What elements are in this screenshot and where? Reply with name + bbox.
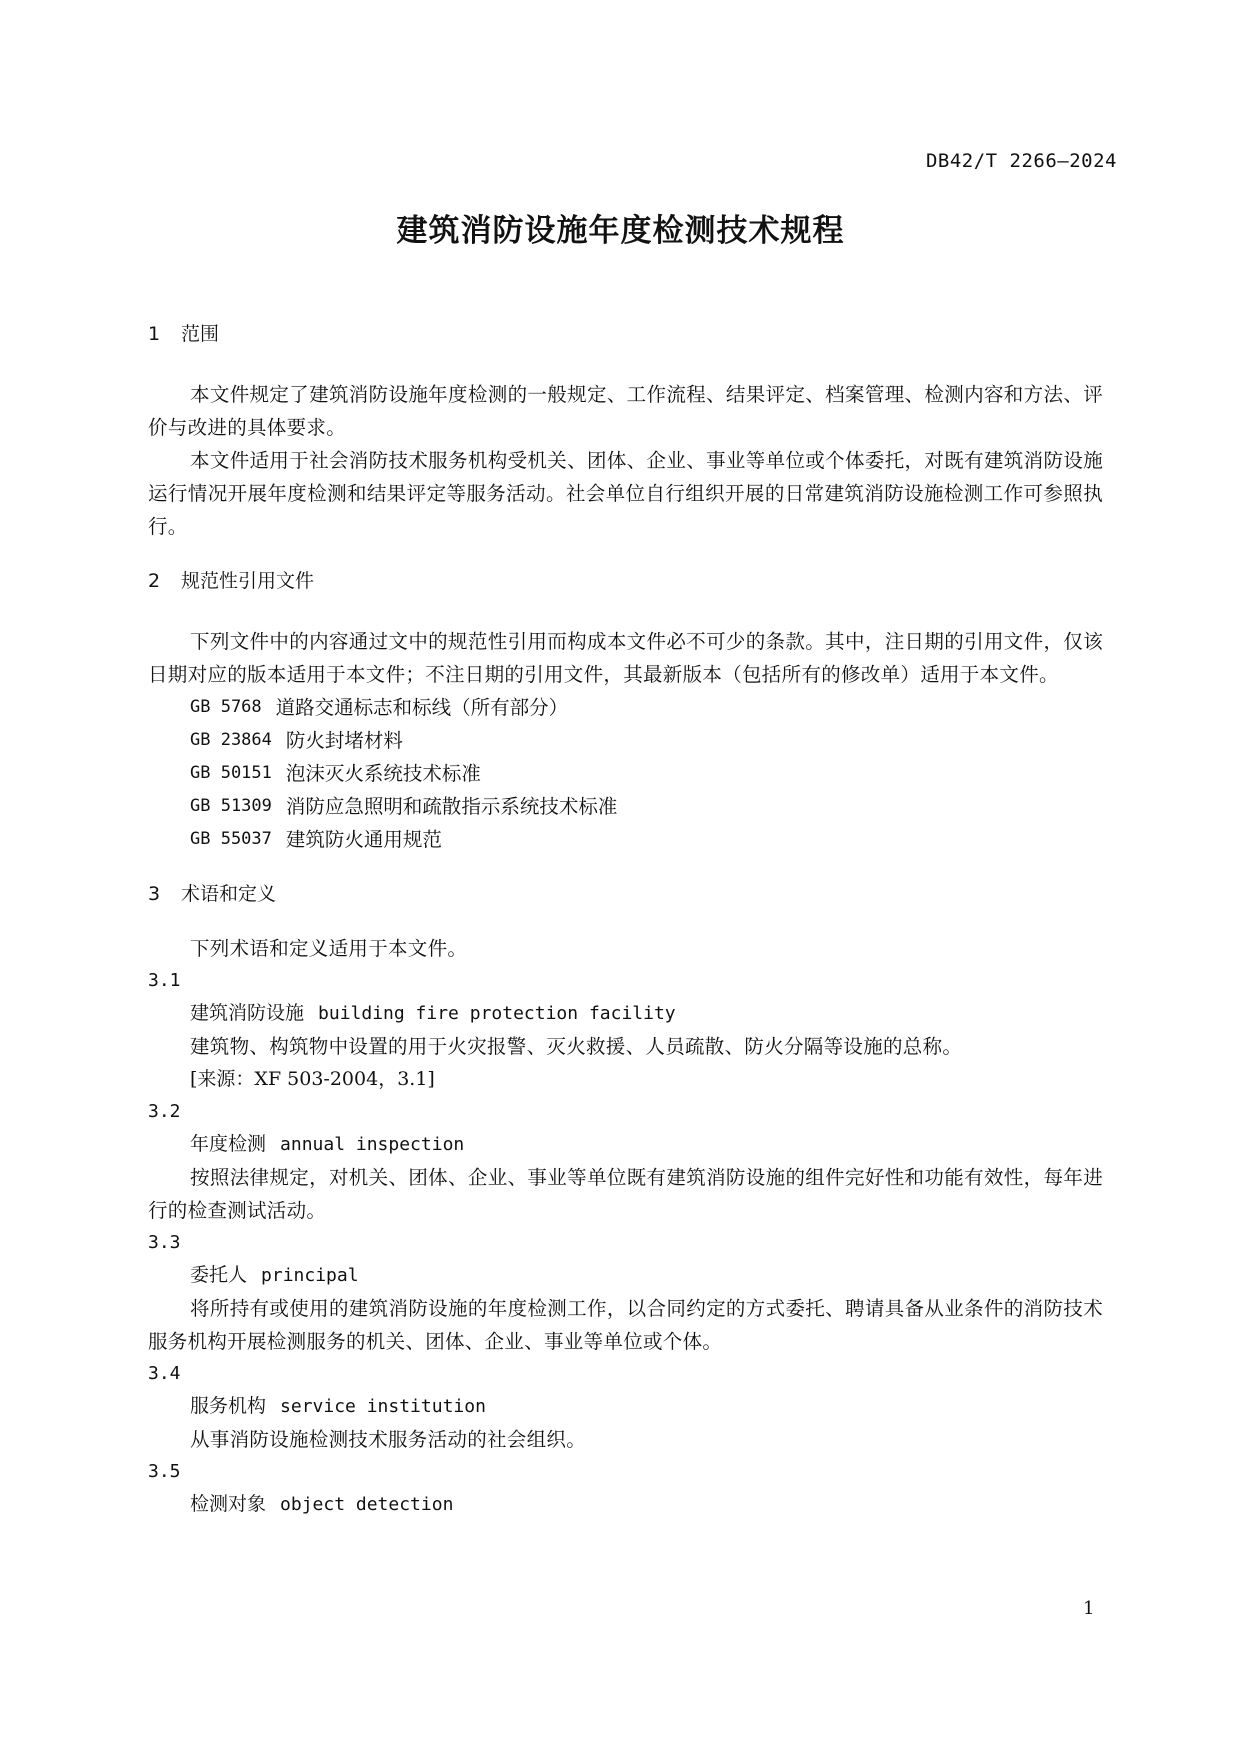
reference-title: 消防应急照明和疏散指示系统技术标准 bbox=[285, 795, 618, 818]
document-title: 建筑消防设施年度检测技术规程 bbox=[396, 213, 845, 249]
term-definition: 建筑物、构筑物中设置的用于火灾报警、灭火救援、人员疏散、防火分隔等设施的总称。 bbox=[190, 1035, 963, 1058]
term-chinese: 年度检测 bbox=[190, 1133, 267, 1155]
reference-title: 泡沫灭火系统技术标准 bbox=[285, 762, 481, 785]
term-definition: 将所持有或使用的建筑消防设施的年度检测工作，以合同约定的方式委托、聘请具备从业条件的消防技术服务机构开展检测服务的机关、团体、企业、事业等单位或个体。 bbox=[148, 1297, 1103, 1353]
term-entry bbox=[148, 1128, 1103, 1161]
reference-code: GB 51309 bbox=[190, 796, 272, 816]
standard-code: DB42/T 2266—2024 bbox=[925, 150, 1117, 172]
term-definition: 从事消防设施检测技术服务活动的社会组织。 bbox=[190, 1428, 587, 1451]
reference-title: 防火封堵材料 bbox=[285, 729, 403, 752]
section-title: 范围 bbox=[181, 323, 220, 345]
term-english: service institution bbox=[280, 1396, 486, 1417]
paragraph: 下列文件中的内容通过文中的规范性引用而构成本文件必不可少的条款。其中，注日期的引用文件，仅该日期对应的版本适用于本文件；不注日期的引用文件，其最新版本（包括所有的修改单）适用于本文件。 bbox=[148, 630, 1103, 686]
reference-item bbox=[148, 790, 1103, 823]
page-number: 1 bbox=[1083, 1598, 1095, 1619]
term-chinese: 服务机构 bbox=[190, 1395, 267, 1417]
term-entry bbox=[148, 1390, 1103, 1423]
reference-code: GB 50151 bbox=[190, 763, 272, 783]
term-english: annual inspection bbox=[280, 1134, 465, 1155]
term-number: 3.3 bbox=[148, 1232, 181, 1253]
term-source: [来源：XF 503-2004，3.1] bbox=[190, 1068, 435, 1090]
section-heading-1 bbox=[148, 318, 1103, 350]
term-number: 3.1 bbox=[148, 970, 181, 991]
section-number: 3 bbox=[148, 883, 161, 905]
paragraph: 本文件适用于社会消防技术服务机构受机关、团体、企业、事业等单位或个体委托，对既有建筑消防设施运行情况开展年度检测和结果评定等服务活动。社会单位自行组织开展的日常建筑消防设施检测工作可参照执行。 bbox=[148, 449, 1103, 538]
section-title: 术语和定义 bbox=[181, 883, 277, 905]
term-entry bbox=[148, 997, 1103, 1030]
reference-item bbox=[148, 757, 1103, 790]
paragraph: 下列术语和定义适用于本文件。 bbox=[190, 937, 468, 960]
section-number: 1 bbox=[148, 323, 161, 345]
term-chinese: 委托人 bbox=[190, 1264, 248, 1286]
term-english: object detection bbox=[280, 1494, 454, 1515]
term-entry bbox=[148, 1488, 1103, 1521]
term-definition: 按照法律规定，对机关、团体、企业、事业等单位既有建筑消防设施的组件完好性和功能有效性，每年进行的检查测试活动。 bbox=[148, 1166, 1103, 1222]
document-body bbox=[148, 318, 1103, 1521]
section-heading-2 bbox=[148, 565, 1103, 597]
reference-code: GB 55037 bbox=[190, 829, 272, 849]
reference-item bbox=[148, 691, 1103, 724]
reference-code: GB 23864 bbox=[190, 730, 272, 750]
term-chinese: 检测对象 bbox=[190, 1493, 267, 1515]
section-title: 规范性引用文件 bbox=[181, 570, 315, 592]
term-english: building fire protection facility bbox=[318, 1003, 676, 1024]
section-heading-3 bbox=[148, 878, 1103, 910]
term-number: 3.4 bbox=[148, 1363, 181, 1384]
term-english: principal bbox=[261, 1265, 359, 1286]
reference-title: 道路交通标志和标线（所有部分） bbox=[275, 696, 569, 719]
term-number: 3.2 bbox=[148, 1101, 181, 1122]
term-number: 3.5 bbox=[148, 1461, 181, 1482]
section-number: 2 bbox=[148, 570, 161, 592]
term-chinese: 建筑消防设施 bbox=[190, 1002, 305, 1024]
paragraph: 本文件规定了建筑消防设施年度检测的一般规定、工作流程、结果评定、档案管理、检测内容和方法、评价与改进的具体要求。 bbox=[148, 383, 1103, 439]
reference-item bbox=[148, 823, 1103, 856]
reference-item bbox=[148, 724, 1103, 757]
reference-title: 建筑防火通用规范 bbox=[285, 828, 442, 851]
reference-code: GB 5768 bbox=[190, 697, 262, 717]
term-entry bbox=[148, 1259, 1103, 1292]
